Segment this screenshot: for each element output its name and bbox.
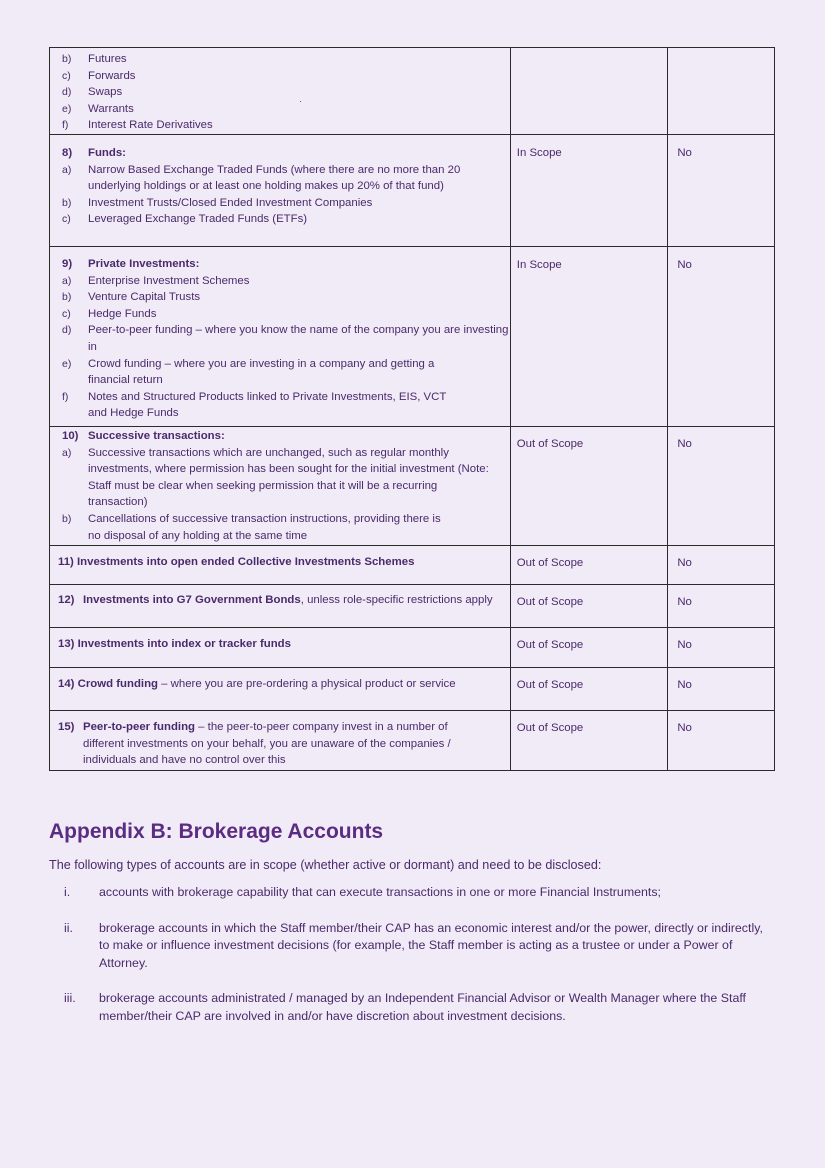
scope-cell	[510, 667, 668, 710]
scope-value: Out of Scope	[516, 721, 584, 734]
list-item: f) Notes and Structured Products linked to Private Investments, EIS, VCT and Hedge Funds	[62, 390, 447, 420]
table-row	[50, 627, 775, 667]
row-heading: 8) Funds:	[62, 146, 126, 159]
answer-cell	[668, 584, 775, 627]
list-item: f) Interest Rate Derivatives	[62, 119, 213, 132]
answer-cell	[668, 667, 775, 710]
list-item: c) Hedge Funds	[62, 307, 157, 320]
table-row	[50, 426, 775, 545]
scope-value: In Scope	[516, 258, 562, 271]
instrument-cell	[50, 246, 511, 426]
scope-value: Out of Scope	[516, 556, 584, 569]
scope-cell	[510, 426, 668, 545]
answer-cell	[668, 134, 775, 246]
instrument-cell: 11) Investments into open ended Collective Investments Schemes	[50, 545, 511, 584]
table-row	[50, 246, 775, 426]
scope-value: In Scope	[516, 146, 562, 159]
list-item: d) Swaps	[62, 86, 123, 99]
list-item: a) Successive transactions which are unchanged, such as regular monthly investments, where permission has been sought for the initial investment (Note: Staff must be clear when seeking permission that it will be a recurring transaction)	[62, 446, 489, 509]
instrument-cell	[50, 134, 511, 246]
list-item: a) Enterprise Investment Schemes	[62, 274, 250, 287]
instrument-cell	[50, 48, 511, 135]
list-item: b) Cancellations of successive transaction instructions, providing there is no disposal of any holding at the same time	[62, 512, 441, 542]
list-item: b) Venture Capital Trusts	[62, 291, 201, 304]
answer-value: No	[677, 437, 692, 450]
instrument-cell: 14) Crowd funding – where you are pre-ordering a physical product or service	[50, 667, 511, 710]
answer-cell	[668, 246, 775, 426]
answer-cell	[668, 48, 775, 135]
list-item: iii. brokerage accounts administrated / managed by an Independent Financial Advisor or Wealth Manager where the Staff member/their CAP are involved in and/or have discretion about investment decisions.	[64, 991, 746, 1023]
scope-cell	[510, 246, 668, 426]
scope-value: Out of Scope	[516, 437, 584, 450]
list-item: ii. brokerage accounts in which the Staff member/their CAP has an economic interest and/or the power, directly or indirectly, to make or influence investment decisions (for example, the Staff member is acting as a trustee or under a Power of Attorney.	[64, 920, 763, 970]
scope-cell	[510, 584, 668, 627]
answer-cell	[668, 426, 775, 545]
list-item: e) Warrants	[62, 102, 134, 115]
appendix-title: Appendix B: Brokerage Accounts	[49, 820, 384, 843]
table-row	[50, 545, 775, 584]
instrument-cell: 15) Peer-to-peer funding – the peer-to-peer company invest in a number of different investments on your behalf, you are unaware of the companies / individuals and have no control over this	[50, 710, 511, 770]
instrument-cell: 13) Investments into index or tracker funds	[50, 627, 511, 667]
scope-value: Out of Scope	[516, 595, 584, 608]
scope-cell	[510, 710, 668, 770]
answer-cell	[668, 710, 775, 770]
list-item: b) Futures	[62, 53, 127, 65]
list-item: d) Peer-to-peer funding – where you know the name of the company you are investing in	[62, 324, 509, 353]
answer-value: No	[677, 258, 692, 271]
list-item: b) Investment Trusts/Closed Ended Investment Companies	[62, 196, 373, 209]
scope-value: Out of Scope	[516, 678, 584, 691]
scope-cell	[510, 545, 668, 584]
table-row	[50, 584, 775, 627]
appendix-list	[49, 884, 775, 1043]
scope-cell	[510, 627, 668, 667]
list-item: a) Narrow Based Exchange Traded Funds (where there are no more than 20 underlying holdings or at least one holding makes up 20% of that fund)	[62, 163, 461, 193]
answer-value: No	[677, 146, 692, 159]
table-row	[50, 710, 775, 770]
appendix-intro: The following types of accounts are in scope (whether active or dormant) and need to be disclosed:	[49, 858, 602, 872]
answer-value: No	[677, 556, 692, 569]
answer-value: No	[677, 638, 692, 651]
instrument-cell	[50, 426, 511, 545]
list-item: e) Crowd funding – where you are investing in a company and getting a financial return	[62, 357, 435, 387]
answer-value: No	[677, 721, 692, 734]
list-item: c) Forwards	[62, 69, 136, 82]
scope-cell	[510, 48, 668, 135]
list-item: i. accounts with brokerage capability that can execute transactions in one or more Financial Instruments;	[64, 885, 662, 899]
table-row	[50, 667, 775, 710]
list-item: c) Leveraged Exchange Traded Funds (ETFs)	[62, 213, 308, 226]
answer-cell	[668, 545, 775, 584]
scope-table	[49, 47, 775, 771]
table-row	[50, 48, 775, 135]
scope-cell	[510, 134, 668, 246]
instrument-cell: 12) Investments into G7 Government Bonds, unless role-specific restrictions apply	[50, 584, 511, 627]
answer-value: No	[677, 595, 692, 608]
scope-value: Out of Scope	[516, 638, 584, 651]
answer-cell	[668, 627, 775, 667]
table-row	[50, 134, 775, 246]
row-heading: 10) Successive transactions:	[62, 429, 225, 442]
answer-value: No	[677, 678, 692, 691]
row-heading: 9) Private Investments:	[62, 257, 200, 270]
